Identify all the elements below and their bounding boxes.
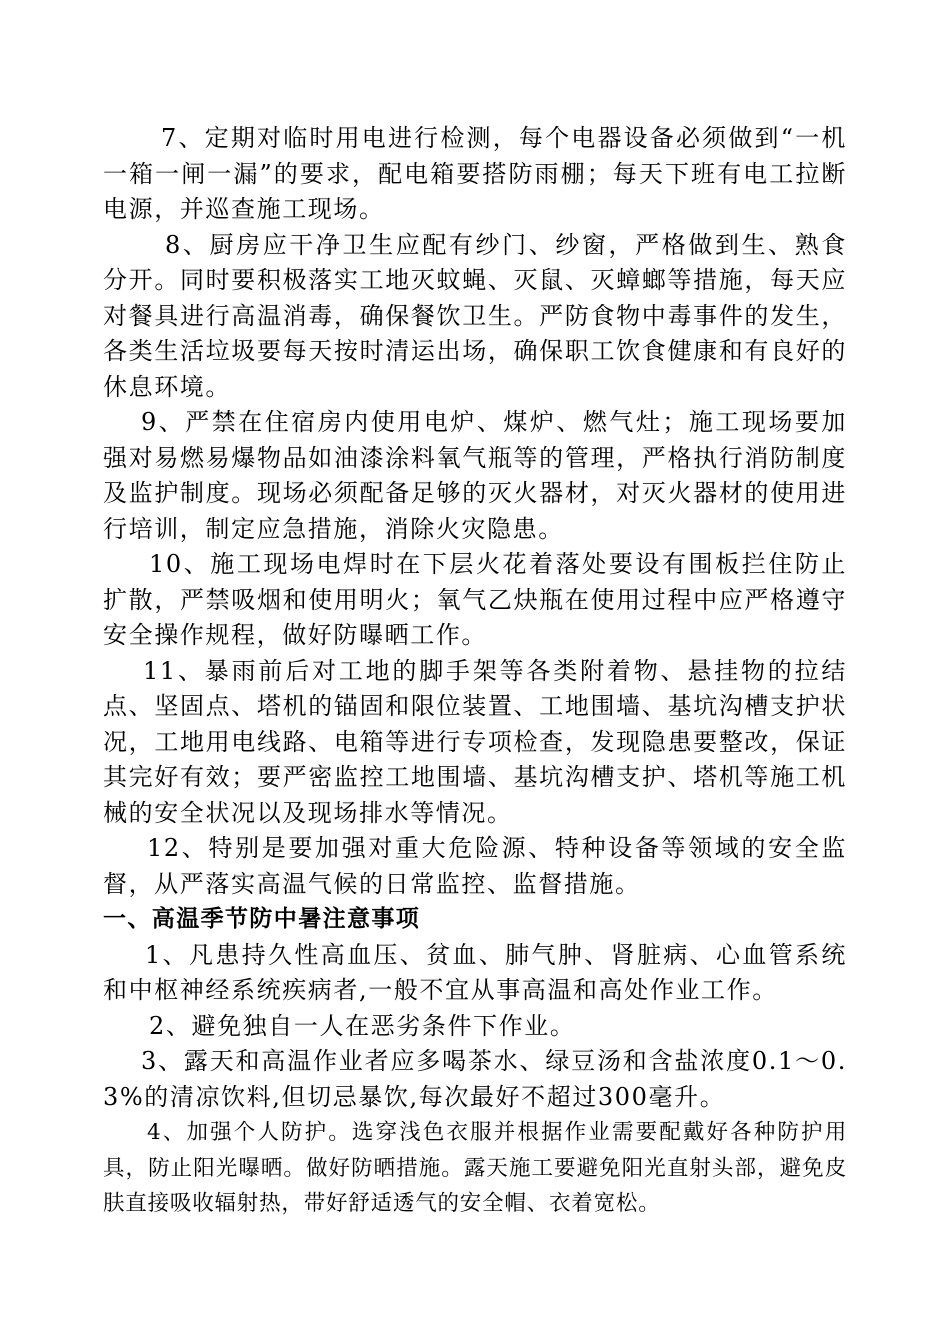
section-paragraph-2: 2、避免独自一人在恶劣条件下作业。 (149, 1011, 576, 1040)
paragraph-7: 7、定期对临时用电进行检测，每个电器设备必须做到“一机一箱一闸一漏”的要求，配电箱要搭防雨棚；每天下班有电工拉断电源，并巡查施工现场。 (103, 124, 847, 223)
section-paragraph-3: 3、露天和高温作业者应多喝茶水、绿豆汤和含盐浓度0.1～0.3%的清凉饮料,但切忌暴饮,每次最好不超过300毫升。 (103, 1047, 847, 1111)
paragraph-9: 9、严禁在住宿房内使用电炉、煤炉、燃气灶；施工现场要加强对易燃易爆物品如油漆涂料氧气瓶等的管理，严格执行消防制度及监护制度。现场必须配备足够的灭火器材，对灭火器材的使用进行培训，制定应急措施，消除火灾隐患。 (103, 408, 847, 543)
paragraph-11: 11、暴雨前后对工地的脚手架等各类附着物、悬挂物的拉结点、坚固点、塔机的锚固和限位装置、工地围墙、基坑沟槽支护状况，工地用电线路、电箱等进行专项检查，发现隐患要整改，保证其完好有效；要严密监控工地围墙、基坑沟槽支护、塔机等施工机械的安全状况以及现场排水等情况。 (103, 656, 847, 827)
section-heading: 一、高温季节防中暑注意事项 (103, 906, 421, 932)
paragraph-10: 10、施工现场电焊时在下层火花着落处要设有围板拦住防止扩散，严禁吸烟和使用明火；氧气乙炔瓶在使用过程中应严格遵守安全操作规程，做好防曝晒工作。 (103, 550, 847, 649)
paragraph-8: 8、厨房应干净卫生应配有纱门、纱窗，严格做到生、熟食分开。同时要积极落实工地灭蚊蝇、灭鼠、灭蟑螂等措施，每天应对餐具进行高温消毒，确保餐饮卫生。严防食物中毒事件的发生，各类生活垃圾要每天按时清运出场，确保职工饮食健康和有良好的休息环境。 (103, 230, 847, 401)
document-body (103, 121, 847, 1222)
section-paragraph-4: 4、加强个人防护。选穿浅色衣服并根据作业需要配戴好各种防护用具，防止阳光曝晒。做好防晒措施。露天施工要避免阳光直射头部，避免皮肤直接吸收辐射热，带好舒适透气的安全帽、衣着宽松。 (103, 1120, 847, 1216)
section-paragraph-1: 1、凡患持久性高血压、贫血、肺气肿、肾脏病、心血管系统和中枢神经系统疾病者,一般不宜从事高温和高处作业工作。 (103, 940, 847, 1004)
paragraph-12: 12、特别是要加强对重大危险源、特种设备等领域的安全监督，从严落实高温气候的日常监控、监督措施。 (103, 834, 847, 898)
